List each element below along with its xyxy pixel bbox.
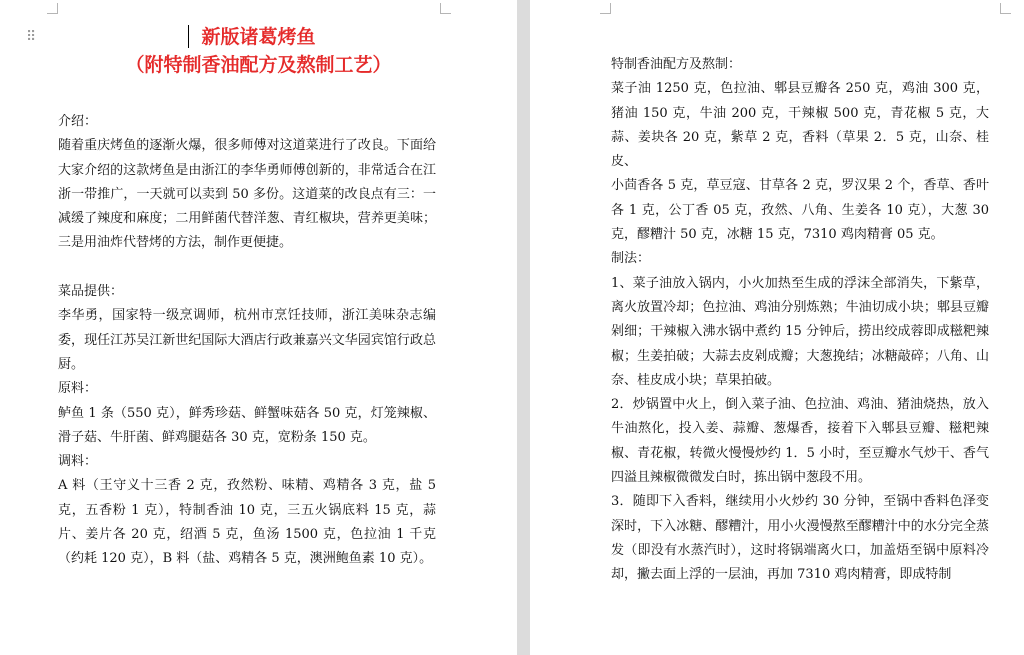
paragraph: 制法： [611, 251, 651, 267]
paragraph: 原料： [58, 381, 98, 397]
margin-corner-mark [47, 3, 58, 14]
paragraph: 3．随即下入香料，继续用小火炒约 30 分钟，至锅中香料色泽变深时，下入冰糖、醪糟汁，用小火漫慢熬至醪糟汁中的水分完全蒸发（即没有水蒸汽时），这时将锅端离火口，加盖焐至锅中原料冷却，撇去面上浮的一层油，再加 7310 鸡肉精膏，即成特制 [611, 494, 989, 583]
page-gap [517, 0, 530, 655]
blank-line [58, 256, 436, 280]
paragraph: 李华勇，国家特一级烹调师，杭州市烹饪技师，浙江美味杂志编委，现任江苏吴江新世纪国际大酒店行政兼嘉兴文华园宾馆行政总厨。 [58, 308, 436, 372]
table-move-handle-icon[interactable]: ⠿ [26, 29, 35, 45]
paragraph: 1、菜子油放入锅内，小火加热至生成的浮沫全部消失，下紫草，离火放置冷却；色拉油、鸡油分别炼熟；牛油切成小块；郫县豆瓣剁细；干辣椒入沸水锅中煮约 15 分钟后，捞出绞成蓉即成糍粑辣椒；生姜拍破；大蒜去皮剁成瓣；大葱挽结；冰糖敲碎；八角、山奈、桂皮成小块；草果拍破。 [611, 275, 989, 388]
paragraph: 特制香油配方及熬制： [611, 57, 742, 72]
paragraph: 介绍： [58, 114, 98, 129]
paragraph: 菜子油 1250 克，色拉油、郫县豆瓣各 250 克，鸡油 300 克，猪油 150 克，牛油 200 克，干辣椒 500 克，青花椒 5 克，大蒜、姜块各 20 克，紫草 2 克，香料（草果 2．5 克，山奈、桂皮、 [611, 81, 989, 170]
paragraph: 随着重庆烤鱼的逐渐火爆，很多师傅对这道菜进行了改良。下面给大家介绍的这款烤鱼是由浙江的李华勇师傅创新的，非常适合在江浙一带推广，一天就可以卖到 50 多份。这道菜的改良点有三：一减缓了辣度和麻度；二用鲜菌代替洋葱、青红椒块，营养更美味；三是用油炸代替烤的方法，制作更便捷。 [58, 138, 436, 251]
paragraph: 2．炒锅置中火上，倒入菜子油、色拉油、鸡油、猪油烧热，放入牛油熬化，投入姜、蒜瓣、葱爆香，接着下入郫县豆瓣、糍粑辣椒、青花椒，转微火慢慢炒约 1．5 小时，至豆瓣水气炒干、香气四溢且辣椒微微发白时，拣出锅中葱段不用。 [611, 397, 989, 486]
right-page-body[interactable] [611, 53, 989, 588]
paragraph: 菜品提供： [58, 284, 124, 300]
paragraph: 调料： [58, 454, 98, 470]
paragraph: 小茴香各 5 克，草豆寇、甘草各 2 克，罗汉果 2 个，香草、香叶各 1 克，公丁香 05 克，孜然、八角、生姜各 10 克），大葱 30 克，醪糟汁 50 克，冰糖 15 克，7310 鸡肉精膏 05 克。 [611, 178, 989, 243]
margin-corner-mark [600, 3, 611, 14]
paragraph: A 料（王守义十三香 2 克，孜然粉、味精、鸡精各 3 克，盐 5 克，五香粉 1 克），特制香油 10 克，三五火锅底料 15 克，蒜片、姜片各 20 克，绍酒 5 克，鱼汤 1500 克，色拉油 1 千克（约耗 120 克），B 料（盐、鸡精各 5 克，澳洲鲍鱼素 10 克）。 [58, 478, 436, 567]
document-subtitle: （附特制香油配方及熬制工艺） [125, 54, 392, 76]
document-title: 新版诸葛烤鱼 [201, 26, 316, 48]
paragraph: 鲈鱼 1 条（550 克），鲜秀珍菇、鲜蟹味菇各 50 克，灯笼辣椒、滑子菇、牛肝菌、鲜鸡腿菇各 30 克，宽粉条 150 克。 [58, 405, 436, 445]
margin-corner-mark [440, 3, 451, 14]
margin-corner-mark [1000, 3, 1011, 14]
text-cursor [188, 25, 189, 48]
left-page-body[interactable] [58, 110, 436, 572]
